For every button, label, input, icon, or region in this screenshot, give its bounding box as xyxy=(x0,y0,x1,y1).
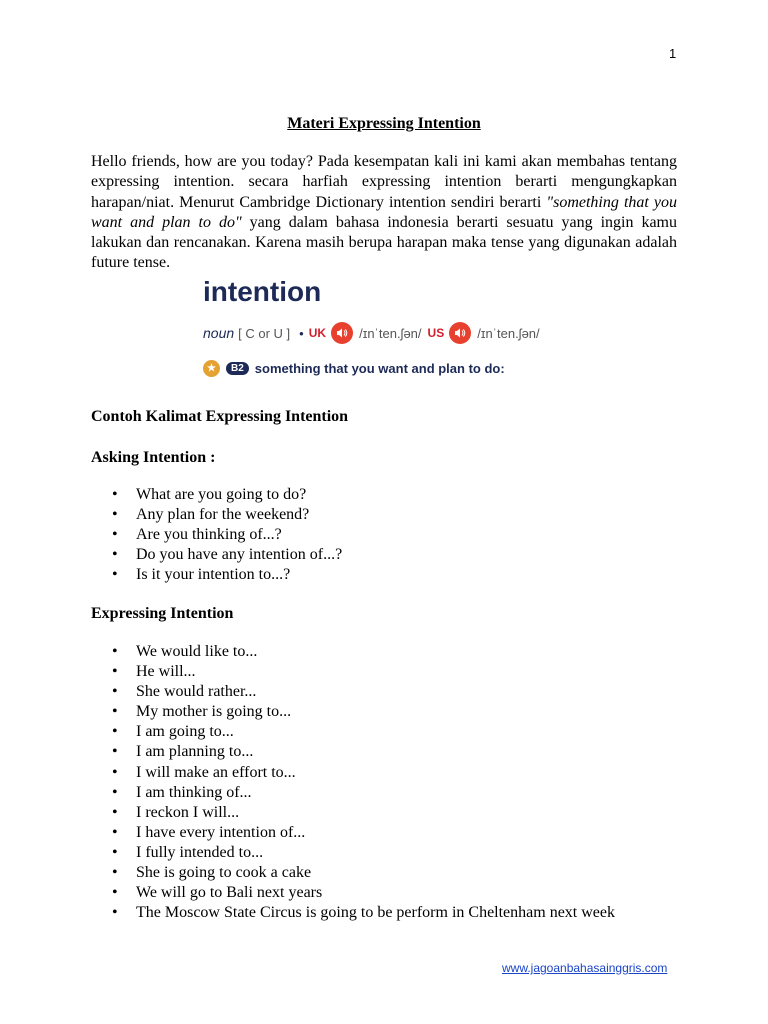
list-item: • I am thinking of... xyxy=(112,783,615,803)
star-icon: ★ xyxy=(203,360,220,377)
level-badge: B2 xyxy=(226,362,249,375)
list-item: • I am going to... xyxy=(112,722,615,742)
list-item: • The Moscow State Circus is going to be perform in Cheltenham next week xyxy=(112,903,615,923)
list-item: • I reckon I will... xyxy=(112,803,615,823)
part-of-speech: noun xyxy=(203,325,235,341)
list-item: • Any plan for the weekend? xyxy=(112,505,342,525)
grammar-code: [ C or U ] xyxy=(238,325,291,341)
list-item: • What are you going to do? xyxy=(112,485,342,505)
page-number: 1 xyxy=(669,46,677,61)
list-item: • I am planning to... xyxy=(112,742,615,762)
us-label: US xyxy=(427,326,445,340)
uk-label: UK xyxy=(308,326,327,340)
definition-line xyxy=(203,360,505,377)
expressing-heading: Expressing Intention xyxy=(91,605,234,622)
pronunciation-line xyxy=(203,322,546,344)
asking-heading: Asking Intention : xyxy=(91,449,216,466)
list-item: • My mother is going to... xyxy=(112,702,615,722)
list-item: • He will... xyxy=(112,662,615,682)
speaker-icon xyxy=(449,322,471,344)
list-item: • Is it your intention to...? xyxy=(112,565,342,585)
asking-list xyxy=(112,485,342,585)
examples-heading: Contoh Kalimat Expressing Intention xyxy=(91,408,349,425)
us-ipa: /ɪnˈten.ʃən/ xyxy=(477,325,540,341)
uk-ipa: /ɪnˈten.ʃən/ xyxy=(359,325,422,341)
list-item: • We would like to... xyxy=(112,642,615,662)
intro-text-2: yang dalam bahasa indonesia berarti sesuatu yang ingin kamu lakukan dan rencanakan. Karena masih berupa harapan maka tense yang digunakan adalah future tense. xyxy=(91,213,678,272)
list-item: • We will go to Bali next years xyxy=(112,883,615,903)
intro-text-1: Hello friends, how are you today? Pada kesempatan kali ini kami akan membahas tentang expressing intention. secara harfiah expressing intention berarti mengungkapkan harapan/niat. Menurut Cambridge Dictionary intention sendiri berarti xyxy=(91,153,677,211)
speaker-icon xyxy=(331,322,353,344)
list-item: • I will make an effort to... xyxy=(112,763,615,783)
separator-dot: • xyxy=(299,325,304,341)
expressing-list xyxy=(112,642,615,923)
intro-quote: "something that you want and plan to do" xyxy=(91,193,678,231)
dictionary-entry-image xyxy=(198,276,568,386)
dictionary-word: intention xyxy=(203,276,322,307)
list-item: • Are you thinking of...? xyxy=(112,525,342,545)
list-item: • I fully intended to... xyxy=(112,843,615,863)
list-item: • She would rather... xyxy=(112,682,615,702)
website-link[interactable]: www.jagoanbahasainggris.com xyxy=(502,961,668,975)
document-title: Materi Expressing Intention xyxy=(287,115,481,132)
intro-paragraph xyxy=(91,152,677,274)
list-item: • I have every intention of... xyxy=(112,823,615,843)
definition-text: something that you want and plan to do: xyxy=(254,361,505,376)
list-item: • She is going to cook a cake xyxy=(112,863,615,883)
list-item: • Do you have any intention of...? xyxy=(112,545,342,565)
